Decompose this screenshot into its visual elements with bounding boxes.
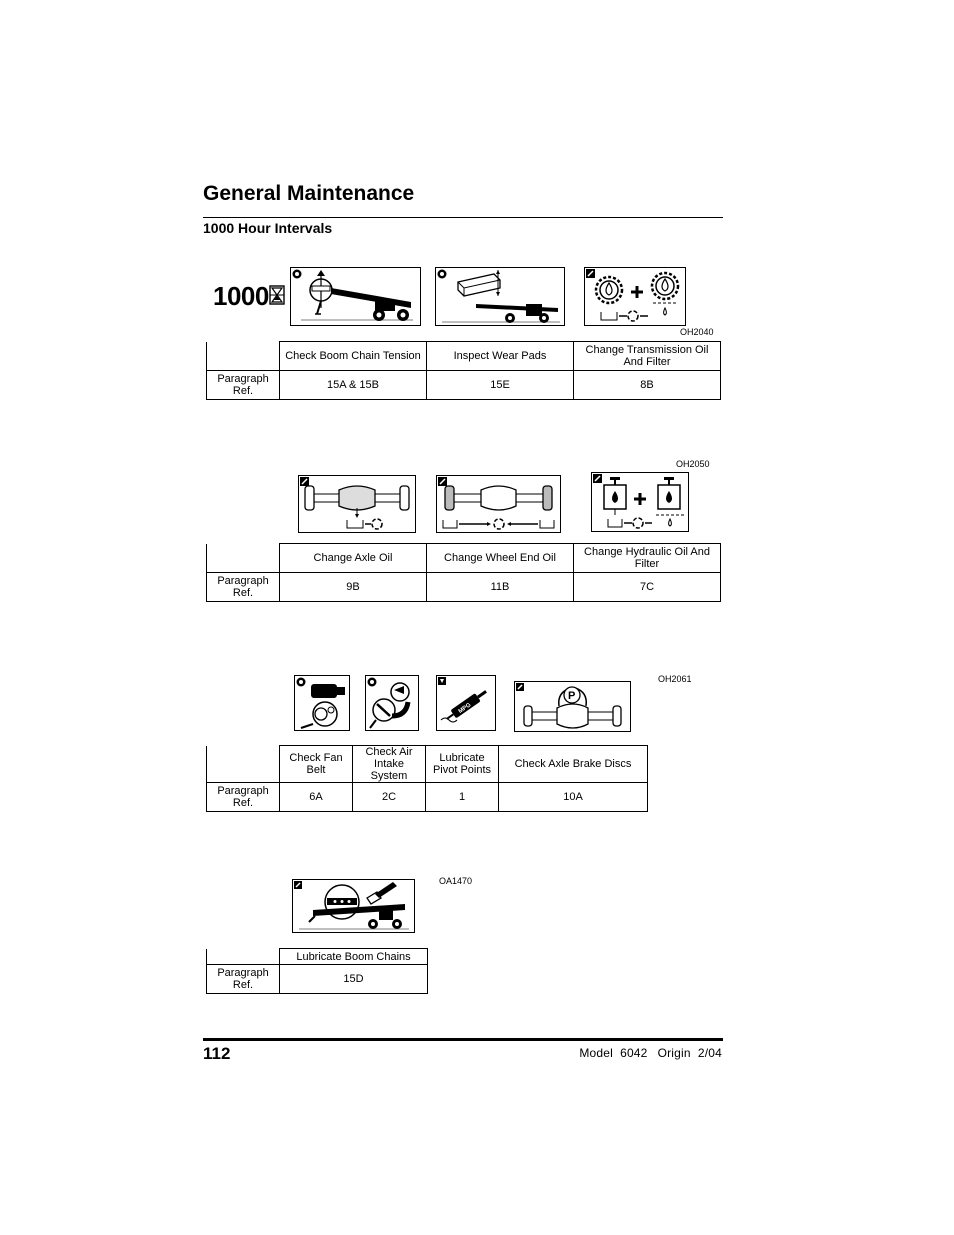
fan-belt-icon — [294, 675, 350, 731]
maintenance-table — [206, 341, 721, 400]
task-header-cell: Lubricate Pivot Points — [426, 746, 499, 783]
axle-oil-icon — [298, 475, 416, 533]
maintenance-table — [206, 745, 648, 812]
hydraulic-oil-filter-icon — [591, 472, 689, 532]
paragraph-ref-cell: 6A — [280, 783, 353, 812]
model-label: Model 6042 — [579, 1046, 648, 1060]
boom-chain-lube-icon — [292, 879, 415, 933]
table-corner-cell — [207, 544, 280, 573]
axle-brake-icon — [514, 681, 631, 732]
row-label-cell: Paragraph Ref. — [207, 371, 280, 400]
boom-chain-check-icon — [290, 267, 421, 326]
task-header-cell: Change Transmission Oil And Filter — [574, 342, 721, 371]
grease-gun-label: MPG — [457, 702, 473, 716]
task-header-cell: Lubricate Boom Chains — [280, 949, 428, 965]
wear-pad-icon — [435, 267, 565, 326]
grease-gun-icon — [436, 675, 496, 731]
table-corner-cell — [207, 342, 280, 371]
row-label-cell: Paragraph Ref. — [207, 783, 280, 812]
paragraph-ref-cell: 9B — [280, 573, 427, 602]
page-title: General Maintenance — [203, 182, 415, 205]
section-subtitle: 1000 Hour Intervals — [203, 220, 333, 236]
paragraph-ref-cell: 15D — [280, 965, 428, 994]
table-corner-cell — [207, 949, 280, 965]
title-rule — [203, 217, 723, 218]
page-number: 112 — [203, 1044, 231, 1063]
paragraph-ref-cell: 8B — [574, 371, 721, 400]
task-header-cell: Check Air Intake System — [353, 746, 426, 783]
table-corner-cell — [207, 746, 280, 783]
paragraph-ref-cell: 2C — [353, 783, 426, 812]
task-header-cell: Change Wheel End Oil — [427, 544, 574, 573]
brake-label: P — [568, 690, 576, 702]
maintenance-table — [206, 543, 721, 602]
figure-code: OA1470 — [439, 876, 473, 886]
hourglass-icon — [269, 285, 285, 310]
maintenance-table — [206, 948, 428, 994]
paragraph-ref-cell: 11B — [427, 573, 574, 602]
footer-rule — [203, 1038, 723, 1041]
paragraph-ref-cell: 15E — [427, 371, 574, 400]
wheel-end-oil-icon — [436, 475, 561, 533]
footer-info — [579, 1046, 722, 1060]
task-header-cell: Check Boom Chain Tension — [280, 342, 427, 371]
figure-code: OH2040 — [680, 327, 714, 337]
paragraph-ref-cell: 15A & 15B — [280, 371, 427, 400]
figure-code: OH2061 — [658, 674, 692, 684]
task-header-cell: Check Fan Belt — [280, 746, 353, 783]
air-intake-icon — [365, 675, 419, 731]
paragraph-ref-cell: 1 — [426, 783, 499, 812]
paragraph-ref-cell: 7C — [574, 573, 721, 602]
task-header-cell: Change Hydraulic Oil And Filter — [574, 544, 721, 573]
row-label-cell: Paragraph Ref. — [207, 573, 280, 602]
figure-code: OH2050 — [676, 459, 710, 469]
task-header-cell: Check Axle Brake Discs — [499, 746, 648, 783]
row-label-cell: Paragraph Ref. — [207, 965, 280, 994]
interval-hours: 1000 — [213, 281, 269, 311]
task-header-cell: Change Axle Oil — [280, 544, 427, 573]
transmission-oil-filter-icon — [584, 267, 686, 326]
origin-label: Origin 2/04 — [657, 1046, 722, 1060]
paragraph-ref-cell: 10A — [499, 783, 648, 812]
task-header-cell: Inspect Wear Pads — [427, 342, 574, 371]
